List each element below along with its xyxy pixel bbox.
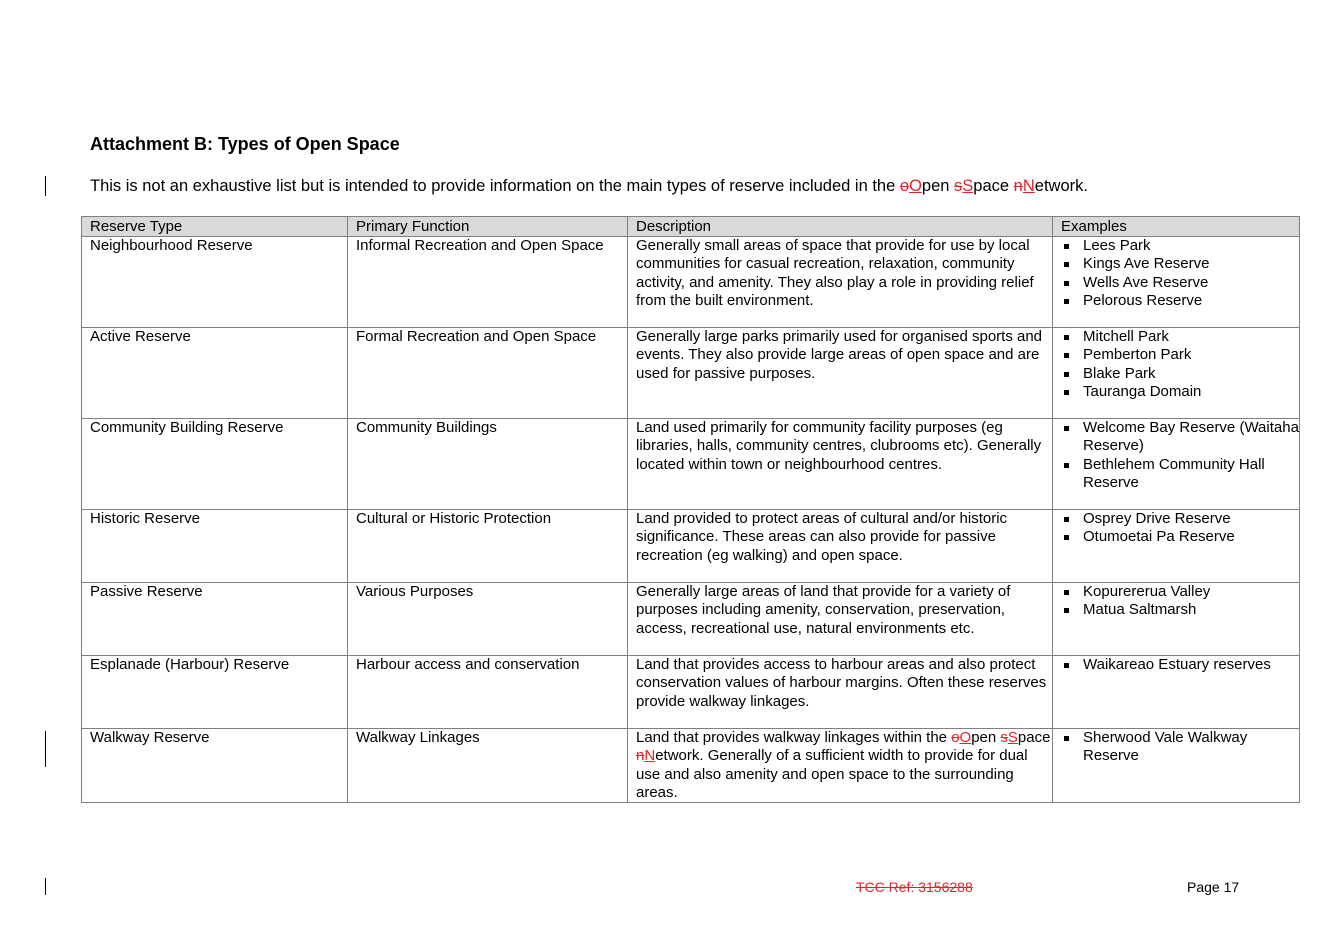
reserve-type-cell: Esplanade (Harbour) Reserve [82,656,348,729]
description-cell: Land used primarily for community facility purposes (eg libraries, halls, community centres, clubrooms etc). Generally located within town or neighbourhood centres. [628,419,1053,510]
footer-reference: TCC Ref: 3156288 [856,879,973,895]
examples-cell [1053,729,1300,803]
reserve-type-cell: Community Building Reserve [82,419,348,510]
table-row [82,656,1300,729]
intro-text: etwork. [1034,177,1088,195]
intro-text: pen [921,177,955,195]
description-cell: Generally small areas of space that provide for use by local communities for casual recreation, relaxation, community activity, and amenity. They also play a role in providing relief from the built environment. [628,237,1053,328]
table-row [82,328,1300,419]
table-row [82,583,1300,656]
example-item: Otumoetai Pa Reserve [1061,528,1299,546]
inserted-text: S [962,177,974,195]
reserve-type-cell: Neighbourhood Reserve [82,237,348,328]
deleted-text: s [1000,729,1008,747]
header-reserve-type: Reserve Type [82,217,348,237]
example-item: Blake Park [1061,365,1299,383]
primary-function-cell: Walkway Linkages [348,729,628,803]
description-cell [628,729,1053,803]
header-description: Description [628,217,1053,237]
table-row [82,237,1300,328]
change-bar [45,878,46,895]
description-cell: Land provided to protect areas of cultural and/or historic significance. These areas can also provide for passive recreation (eg walking) and open space. [628,510,1053,583]
reserve-types-table [81,216,1300,803]
page-title: Attachment B: Types of Open Space [90,134,400,154]
example-item: Lees Park [1061,237,1299,255]
header-examples: Examples [1053,217,1300,237]
examples-cell [1053,237,1300,328]
primary-function-cell: Various Purposes [348,583,628,656]
primary-function-cell: Informal Recreation and Open Space [348,237,628,328]
example-item: Osprey Drive Reserve [1061,510,1299,528]
change-bar [45,731,46,767]
example-item: Mitchell Park [1061,328,1299,346]
reserve-type-cell: Walkway Reserve [82,729,348,803]
inserted-text: N [1022,177,1035,195]
inserted-text: O [959,729,972,747]
example-item: Matua Saltmarsh [1061,601,1299,619]
description-cell: Land that provides access to harbour areas and also protect conservation values of harbour margins. Often these reserves provide walkway linkages. [628,656,1053,729]
example-item: Wells Ave Reserve [1061,274,1299,292]
examples-cell [1053,656,1300,729]
deleted-text: o [899,177,910,195]
intro-text: pace [973,177,1014,195]
primary-function-cell: Formal Recreation and Open Space [348,328,628,419]
example-item: Pemberton Park [1061,346,1299,364]
examples-cell [1053,583,1300,656]
description-cell: Generally large areas of land that provide for a variety of purposes including amenity, conservation, preservation, access, recreational use, natural environments etc. [628,583,1053,656]
table-row [82,419,1300,510]
description-text: etwork. Generally of a sufficient width to provide for dual use and also amenity and open space to the surrounding areas. [636,747,1028,801]
primary-function-cell: Community Buildings [348,419,628,510]
description-text: Land that provides walkway linkages within the [636,729,952,747]
primary-function-cell: Cultural or Historic Protection [348,510,628,583]
example-item: Bethlehem Community Hall Reserve [1061,456,1299,492]
examples-cell [1053,510,1300,583]
reserve-type-cell: Active Reserve [82,328,348,419]
reserve-type-cell: Passive Reserve [82,583,348,656]
description-text: pen [971,729,1001,747]
deleted-text: o [951,729,960,747]
example-item: Kopurererua Valley [1061,583,1299,601]
deleted-text: n [636,747,645,765]
inserted-text: S [1007,729,1018,747]
example-item: Sherwood Vale Walkway Reserve [1061,729,1299,765]
deleted-text: n [1013,177,1023,195]
description-cell: Generally large parks primarily used for organised sports and events. They also provide large areas of open space and are used for passive purposes. [628,328,1053,419]
examples-cell [1053,328,1300,419]
table-header-row [82,217,1300,237]
description-text: pace [1017,729,1051,747]
table-row [82,510,1300,583]
inserted-text: N [644,747,656,765]
example-item: Pelorous Reserve [1061,292,1299,310]
example-item: Waikareao Estuary reserves [1061,656,1299,674]
primary-function-cell: Harbour access and conservation [348,656,628,729]
example-item: Tauranga Domain [1061,383,1299,401]
deleted-text: s [954,177,963,195]
example-item: Kings Ave Reserve [1061,255,1299,273]
examples-cell [1053,419,1300,510]
header-primary-function: Primary Function [348,217,628,237]
change-bar [45,176,46,196]
page-number: Page 17 [1187,879,1240,895]
intro-text: This is not an exhaustive list but is intended to provide information on the main types of reserve included in the [90,177,900,195]
intro-paragraph [90,177,1088,196]
inserted-text: O [909,177,922,195]
reserve-type-cell: Historic Reserve [82,510,348,583]
example-item: Welcome Bay Reserve (Waitaha Reserve) [1061,419,1299,455]
table-row [82,729,1300,803]
